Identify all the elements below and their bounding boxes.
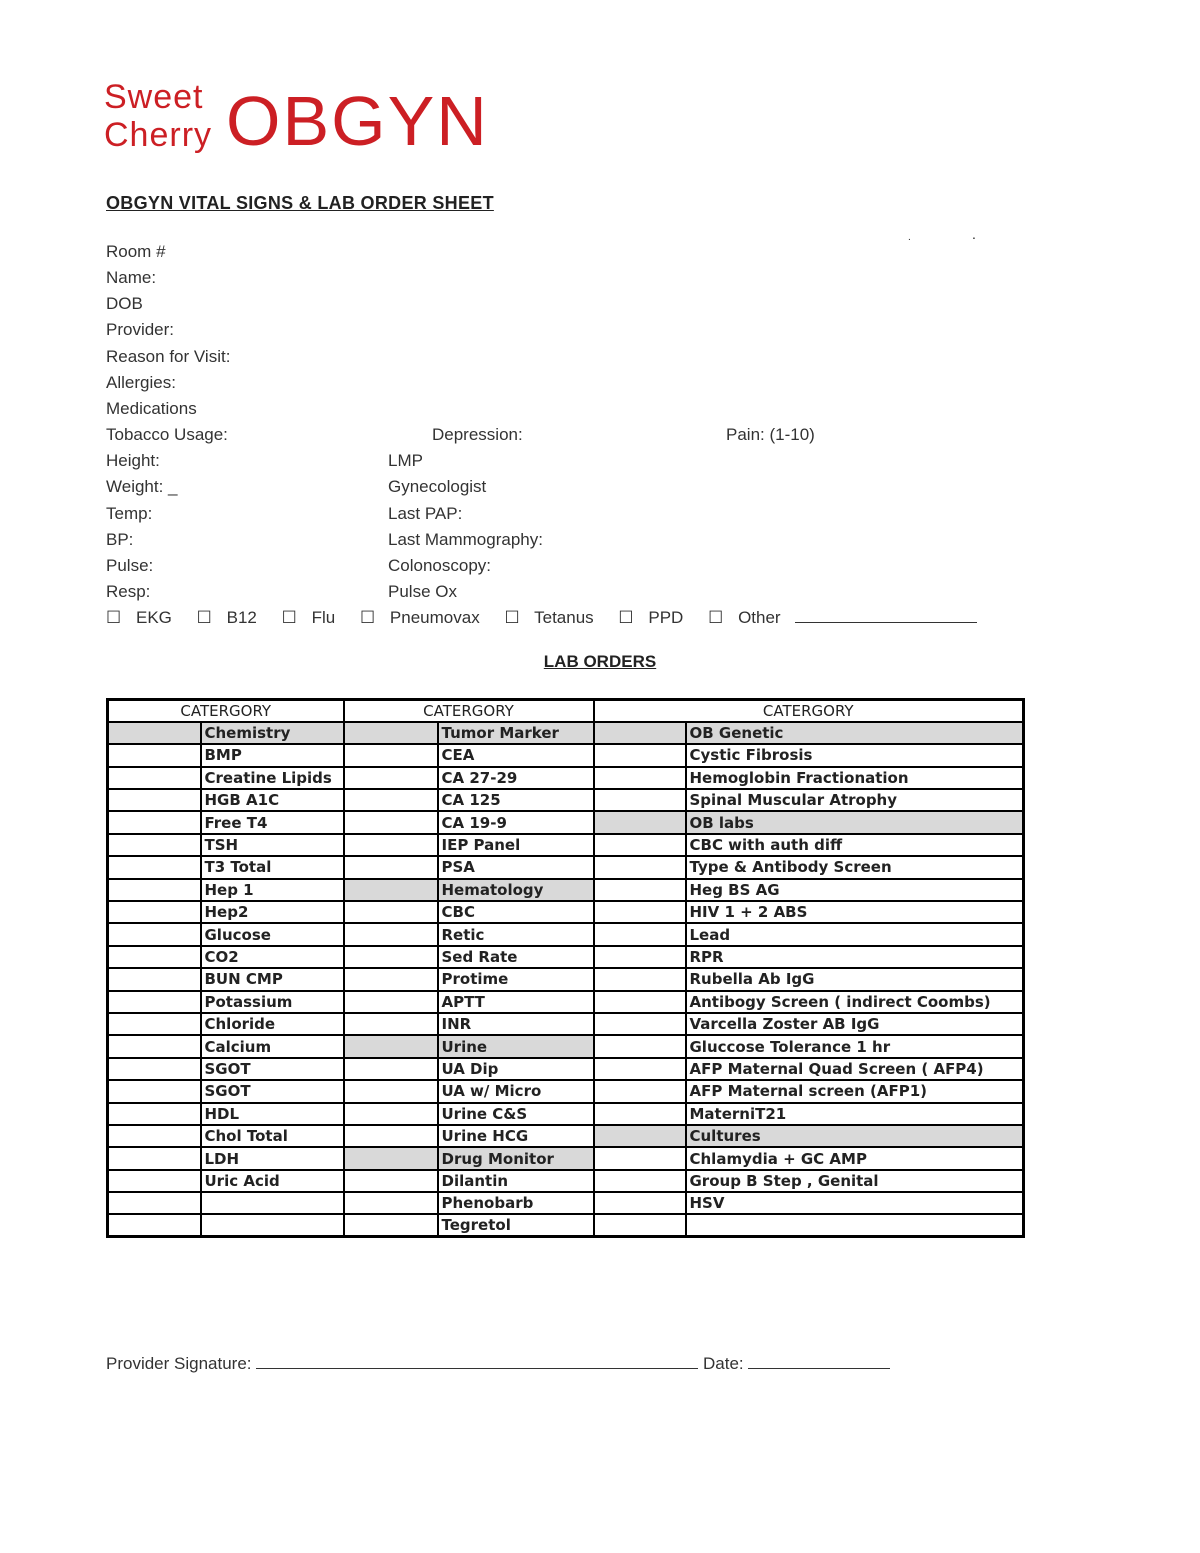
- lab-test-label: Protime: [438, 968, 594, 990]
- order-checkbox-cell[interactable]: [108, 923, 201, 945]
- category-header: CATERGORY: [594, 700, 1024, 722]
- checkbox-icon: ☐: [618, 608, 634, 627]
- lab-test-label: Urine C&S: [438, 1103, 594, 1125]
- lab-test-label: Hep2: [201, 901, 344, 923]
- order-checkbox-cell[interactable]: [594, 968, 686, 990]
- order-checkbox-cell[interactable]: [344, 1170, 438, 1192]
- lab-test-label: Hemoglobin Fractionation: [686, 767, 1024, 789]
- lab-test-label: Phenobarb: [438, 1192, 594, 1214]
- order-checkbox-cell[interactable]: [344, 744, 438, 766]
- checkbox-icon: ☐: [281, 608, 297, 627]
- logo-line-cherry: Cherry: [104, 116, 213, 154]
- order-checkbox-cell[interactable]: [108, 834, 201, 856]
- depression-field[interactable]: Depression:: [432, 425, 523, 444]
- lab-test-label: Retic: [438, 923, 594, 945]
- table-row: [108, 1013, 1024, 1035]
- lab-orders-table: [106, 698, 1025, 1238]
- checkbox-icon: ☐: [196, 608, 212, 627]
- order-checkbox-cell[interactable]: [108, 811, 201, 833]
- order-checkbox-cell[interactable]: [594, 1170, 686, 1192]
- gynecologist-field[interactable]: Gynecologist: [388, 477, 487, 496]
- lab-test-label: MaterniT21: [686, 1103, 1024, 1125]
- lab-test-label: AFP Maternal screen (AFP1): [686, 1080, 1024, 1102]
- order-checkbox-cell: [108, 1192, 201, 1214]
- lab-test-label: HSV: [686, 1192, 1024, 1214]
- table-row: [108, 1103, 1024, 1125]
- table-row: [108, 901, 1024, 923]
- lab-test-label: Chol Total: [201, 1125, 344, 1147]
- stray-dot: .: [908, 232, 911, 243]
- order-checkbox-cell: [344, 722, 438, 744]
- lab-test-label: Uric Acid: [201, 1170, 344, 1192]
- table-row: [108, 834, 1024, 856]
- category-header: CATERGORY: [344, 700, 594, 722]
- order-checkbox-cell[interactable]: [344, 1192, 438, 1214]
- checkbox-row: [106, 608, 997, 628]
- order-checkbox-cell: [344, 1035, 438, 1057]
- order-checkbox-cell[interactable]: [108, 901, 201, 923]
- checkbox-label: Pneumovax: [389, 608, 480, 627]
- logo-brand: OBGYN: [226, 82, 489, 160]
- lab-test-label: APTT: [438, 991, 594, 1013]
- order-checkbox-cell[interactable]: [594, 767, 686, 789]
- lab-test-label: Calcium: [201, 1035, 344, 1057]
- table-row: [108, 991, 1024, 1013]
- order-checkbox-cell[interactable]: [594, 1013, 686, 1035]
- lab-category-label: Drug Monitor: [438, 1147, 594, 1169]
- lab-test-label: Gluccose Tolerance 1 hr: [686, 1035, 1024, 1057]
- date-label: Date:: [703, 1354, 744, 1373]
- lab-test-label: TSH: [201, 834, 344, 856]
- order-checkbox-cell[interactable]: [108, 1147, 201, 1169]
- lab-test-label: Creatine Lipids: [201, 767, 344, 789]
- lab-test-label: PSA: [438, 856, 594, 878]
- table-row: [108, 811, 1024, 833]
- lab-category-label: OB Genetic: [686, 722, 1024, 744]
- checkbox-icon: ☐: [359, 608, 376, 627]
- lab-test-label: CA 27-29: [438, 767, 594, 789]
- lab-test-label: Dilantin: [438, 1170, 594, 1192]
- colonoscopy-field[interactable]: Colonoscopy:: [388, 556, 492, 575]
- order-checkbox-cell[interactable]: [594, 879, 686, 901]
- dob-field[interactable]: DOB: [106, 294, 143, 313]
- tetanus-checkbox[interactable]: [504, 608, 603, 627]
- lab-test-label: Antibogy Screen ( indirect Coombs): [686, 991, 1024, 1013]
- lab-test-label: HGB A1C: [201, 789, 344, 811]
- provider-signature-line[interactable]: [256, 1354, 698, 1369]
- order-checkbox-cell[interactable]: [344, 856, 438, 878]
- lab-test-label: HDL: [201, 1103, 344, 1125]
- table-row: [108, 1080, 1024, 1102]
- table-row: [108, 1147, 1024, 1169]
- lab-test-label: Chloride: [201, 1013, 344, 1035]
- order-checkbox-cell[interactable]: [344, 923, 438, 945]
- lab-test-label: UA Dip: [438, 1058, 594, 1080]
- provider-signature-label: Provider Signature:: [106, 1354, 252, 1373]
- order-checkbox-cell[interactable]: [108, 879, 201, 901]
- table-row: [108, 789, 1024, 811]
- lab-test-label: Chlamydia + GC AMP: [686, 1147, 1024, 1169]
- order-checkbox-cell: [594, 811, 686, 833]
- order-checkbox-cell[interactable]: [594, 1080, 686, 1102]
- table-row: [108, 968, 1024, 990]
- lab-test-label: CEA: [438, 744, 594, 766]
- lab-test-label: RPR: [686, 946, 1024, 968]
- resp-field[interactable]: Resp:: [106, 582, 151, 601]
- bp-field[interactable]: BP:: [106, 530, 134, 549]
- other-checkbox[interactable]: [708, 608, 987, 627]
- lab-test-label: CA 19-9: [438, 811, 594, 833]
- checkbox-label: PPD: [648, 608, 684, 627]
- table-row: [108, 1035, 1024, 1057]
- lab-test-label: Glucose: [201, 923, 344, 945]
- order-checkbox-cell[interactable]: [344, 834, 438, 856]
- lmp-field[interactable]: LMP: [388, 451, 423, 470]
- table-row: [108, 1170, 1024, 1192]
- order-checkbox-cell: [594, 722, 686, 744]
- order-checkbox-cell[interactable]: [344, 1214, 438, 1236]
- order-checkbox-cell: [344, 879, 438, 901]
- lab-category-label: Tumor Marker: [438, 722, 594, 744]
- last-mammography-field[interactable]: Last Mammography:: [388, 530, 543, 549]
- order-checkbox-cell[interactable]: [594, 946, 686, 968]
- tobacco-field[interactable]: Tobacco Usage:: [106, 425, 228, 444]
- lab-test-label: BUN CMP: [201, 968, 344, 990]
- category-header: CATERGORY: [108, 700, 344, 722]
- name-field[interactable]: Name:: [106, 268, 157, 287]
- ppd-checkbox[interactable]: [618, 608, 693, 627]
- order-checkbox-cell[interactable]: [344, 789, 438, 811]
- checkbox-icon: ☐: [106, 608, 122, 627]
- lab-test-label: BMP: [201, 744, 344, 766]
- order-checkbox-cell[interactable]: [344, 968, 438, 990]
- order-checkbox-cell[interactable]: [108, 856, 201, 878]
- checkbox-icon: ☐: [504, 608, 520, 627]
- order-checkbox-cell[interactable]: [108, 1080, 201, 1102]
- temp-field[interactable]: Temp:: [106, 504, 153, 523]
- checkbox-label: Tetanus: [534, 608, 594, 627]
- lab-test-label: Group B Step , Genital: [686, 1170, 1024, 1192]
- lab-test-label: Free T4: [201, 811, 344, 833]
- order-checkbox-cell[interactable]: [344, 946, 438, 968]
- order-checkbox-cell: [108, 1214, 201, 1236]
- lab-test-label: Spinal Muscular Atrophy: [686, 789, 1024, 811]
- lab-test-label: Sed Rate: [438, 946, 594, 968]
- table-row: [108, 1058, 1024, 1080]
- table-row: [108, 767, 1024, 789]
- page-title: OBGYN VITAL SIGNS & LAB ORDER SHEET: [106, 193, 494, 213]
- lab-category-label: Chemistry: [201, 722, 344, 744]
- lab-test-label: LDH: [201, 1147, 344, 1169]
- order-checkbox-cell[interactable]: [594, 1058, 686, 1080]
- order-checkbox-cell: [344, 1147, 438, 1169]
- order-checkbox-cell: [594, 1125, 686, 1147]
- other-input-line[interactable]: [795, 608, 977, 623]
- order-checkbox-cell[interactable]: [108, 1103, 201, 1125]
- ekg-checkbox[interactable]: [106, 608, 182, 627]
- checkbox-label: B12: [226, 608, 257, 627]
- pneumovax-checkbox[interactable]: [360, 608, 490, 627]
- lab-category-label: Cultures: [686, 1125, 1024, 1147]
- checkbox-icon: ☐: [708, 608, 724, 627]
- order-checkbox-cell[interactable]: [108, 1058, 201, 1080]
- order-checkbox-cell[interactable]: [344, 1125, 438, 1147]
- table-row: [108, 1125, 1024, 1147]
- lab-test-label: Heg BS AG: [686, 879, 1024, 901]
- pain-field[interactable]: Pain: (1-10): [726, 425, 815, 444]
- lab-test-label: [201, 1214, 344, 1236]
- pulse-ox-field[interactable]: Pulse Ox: [388, 582, 457, 601]
- lab-test-label: SGOT: [201, 1058, 344, 1080]
- lab-test-label: UA w/ Micro: [438, 1080, 594, 1102]
- b12-checkbox[interactable]: [197, 608, 267, 627]
- lab-test-label: INR: [438, 1013, 594, 1035]
- lab-test-label: CBC: [438, 901, 594, 923]
- lab-category-label: Hematology: [438, 879, 594, 901]
- order-checkbox-cell[interactable]: [594, 991, 686, 1013]
- lab-test-label: Hep 1: [201, 879, 344, 901]
- provider-field[interactable]: Provider:: [106, 320, 175, 339]
- table-row: [108, 1192, 1024, 1214]
- order-checkbox-cell[interactable]: [108, 946, 201, 968]
- lab-test-label: [201, 1192, 344, 1214]
- order-checkbox-cell[interactable]: [344, 991, 438, 1013]
- order-checkbox-cell[interactable]: [594, 923, 686, 945]
- lab-test-label: Varcella Zoster AB IgG: [686, 1013, 1024, 1035]
- lab-test-label: CBC with auth diff: [686, 834, 1024, 856]
- table-row: [108, 722, 1024, 744]
- lab-test-label: Type & Antibody Screen: [686, 856, 1024, 878]
- lab-test-label: IEP Panel: [438, 834, 594, 856]
- order-checkbox-cell[interactable]: [108, 991, 201, 1013]
- lab-category-label: Urine: [438, 1035, 594, 1057]
- date-line[interactable]: [748, 1354, 890, 1369]
- header-row: [108, 700, 1024, 722]
- order-checkbox-cell[interactable]: [344, 1058, 438, 1080]
- lab-test-label: Rubella Ab IgG: [686, 968, 1024, 990]
- lab-category-label: OB labs: [686, 811, 1024, 833]
- last-pap-field[interactable]: Last PAP:: [388, 504, 463, 523]
- order-checkbox-cell[interactable]: [594, 1147, 686, 1169]
- medications-field[interactable]: Medications: [106, 399, 197, 418]
- room-field[interactable]: Room #: [106, 242, 166, 261]
- order-checkbox-cell[interactable]: [108, 968, 201, 990]
- lab-test-label: CA 125: [438, 789, 594, 811]
- allergies-field[interactable]: Allergies:: [106, 373, 176, 392]
- lab-test-label: Lead: [686, 923, 1024, 945]
- order-checkbox-cell[interactable]: [594, 856, 686, 878]
- order-checkbox-cell: [594, 1214, 686, 1236]
- order-checkbox-cell[interactable]: [594, 789, 686, 811]
- checkbox-label: EKG: [135, 608, 172, 627]
- order-checkbox-cell[interactable]: [108, 744, 201, 766]
- order-checkbox-cell[interactable]: [344, 901, 438, 923]
- lab-test-label: CO2: [201, 946, 344, 968]
- order-checkbox-cell[interactable]: [594, 834, 686, 856]
- checkbox-label: Other: [738, 608, 781, 627]
- lab-test-label: HIV 1 + 2 ABS: [686, 901, 1024, 923]
- order-checkbox-cell[interactable]: [594, 901, 686, 923]
- table-row: [108, 856, 1024, 878]
- order-checkbox-cell[interactable]: [108, 1013, 201, 1035]
- order-checkbox-cell[interactable]: [344, 767, 438, 789]
- logo-line-sweet: Sweet: [104, 78, 204, 116]
- pulse-field[interactable]: Pulse:: [106, 556, 154, 575]
- order-checkbox-cell[interactable]: [108, 1170, 201, 1192]
- lab-test-label: AFP Maternal Quad Screen ( AFP4): [686, 1058, 1024, 1080]
- table-row: [108, 744, 1024, 766]
- order-checkbox-cell[interactable]: [594, 744, 686, 766]
- order-checkbox-cell[interactable]: [344, 1013, 438, 1035]
- table-row: [108, 879, 1024, 901]
- stray-dot: .: [972, 226, 976, 242]
- lab-test-label: [686, 1214, 1024, 1236]
- table-row: [108, 923, 1024, 945]
- lab-test-label: SGOT: [201, 1080, 344, 1102]
- lab-test-label: Cystic Fibrosis: [686, 744, 1024, 766]
- order-checkbox-cell[interactable]: [344, 1080, 438, 1102]
- checkbox-label: Flu: [311, 608, 336, 627]
- flu-checkbox[interactable]: [282, 608, 346, 627]
- lab-test-label: Potassium: [201, 991, 344, 1013]
- order-checkbox-cell[interactable]: [108, 767, 201, 789]
- table-row: [108, 946, 1024, 968]
- signature-row: [106, 1354, 890, 1374]
- order-checkbox-cell: [108, 722, 201, 744]
- order-checkbox-cell[interactable]: [594, 1192, 686, 1214]
- lab-orders-title: LAB ORDERS: [543, 652, 657, 671]
- order-checkbox-cell[interactable]: [594, 1103, 686, 1125]
- order-checkbox-cell[interactable]: [344, 811, 438, 833]
- lab-test-label: T3 Total: [201, 856, 344, 878]
- order-checkbox-cell[interactable]: [344, 1103, 438, 1125]
- weight-field[interactable]: Weight: _: [106, 477, 178, 496]
- order-checkbox-cell[interactable]: [594, 1035, 686, 1057]
- order-checkbox-cell[interactable]: [108, 1125, 201, 1147]
- order-checkbox-cell[interactable]: [108, 789, 201, 811]
- reason-field[interactable]: Reason for Visit:: [106, 347, 231, 366]
- lab-test-label: Tegretol: [438, 1214, 594, 1236]
- order-checkbox-cell[interactable]: [108, 1035, 201, 1057]
- height-field[interactable]: Height:: [106, 451, 160, 470]
- lab-test-label: Urine HCG: [438, 1125, 594, 1147]
- table-row: [108, 1214, 1024, 1236]
